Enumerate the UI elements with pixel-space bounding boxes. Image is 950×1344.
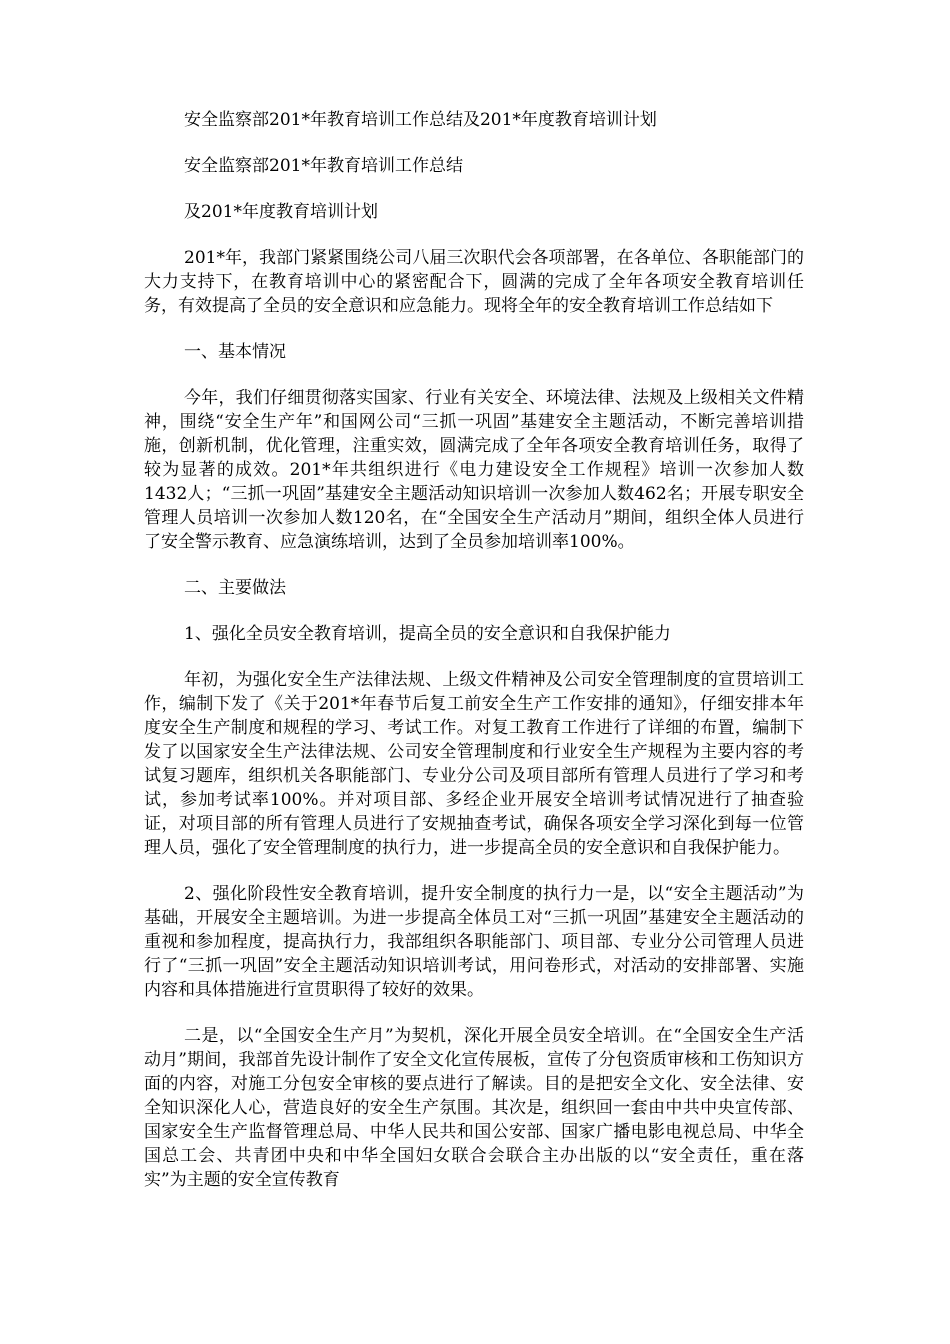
- item-3-paragraph: 二是，以“全国安全生产月”为契机，深化开展全员安全培训。在“全国安全生产活动月”期间，我部首先设计制作了安全文化宣传展板，宣传了分包资质审核和工伤知识方面的内容，对施工分包安全审核的要点进行了解读。目的是把安全文化、安全法律、安全知识深化人心，营造良好的安全生产氛围。其次是，组织回一套由中共中央宣传部、国家安全生产监督管理总局、中华人民共和国公安部、国家广播电影电视总局、中华全国总工会、共青团中央和中华全国妇女联合会联合主办出版的以“安全责任，重在落实”为主题的安全宣传教育: [144, 1026, 804, 1190]
- basic-situation-paragraph: 今年，我们仔细贯彻落实国家、行业有关安全、环境法律、法规及上级相关文件精神，围绕“安全生产年”和国网公司“三抓一巩固”基建安全主题活动，不断完善培训措施，创新机制，优化管理，注重实效，圆满完成了全年各项安全教育培训任务，取得了较为显著的成效。201*年共组织进行《电力建设安全工作规程》培训一次参加人数1432人；“三抓一巩固”基建安全主题活动知识培训一次参加人数462名；开展专职安全管理人员培训一次参加人数120名，在“全国安全生产活动月”期间，组织全体人员进行了安全警示教育、应急演练培训，达到了全员参加培训率100%。: [144, 388, 804, 552]
- section-heading-basic-situation: 一、基本情况: [184, 342, 286, 362]
- item-heading-1: 1、强化全员安全教育培训，提高全员的安全意识和自我保护能力: [184, 624, 671, 644]
- document-subtitle: 安全监察部201*年教育培训工作总结: [184, 156, 463, 176]
- document-page: [144, 108, 804, 1214]
- intro-paragraph: 201*年，我部门紧紧围绕公司八届三次职代会各项部署，在各单位、各职能部门的大力支持下，在教育培训中心的紧密配合下，圆满的完成了全年各项安全教育培训任务，有效提高了全员的安全意识和应急能力。现将全年的安全教育培训工作总结如下: [144, 248, 804, 316]
- item-1-paragraph: 年初，为强化安全生产法律法规、上级文件精神及公司安全管理制度的宣贯培训工作，编制下发了《关于201*年春节后复工前安全生产工作安排的通知》，仔细安排本年度安全生产制度和规程的学习、考试工作。对复工教育工作进行了详细的布置，编制下发了以国家安全生产法律法规、公司安全管理制度和行业安全生产规程为主要内容的考试复习题库，组织机关各职能部门、专业分公司及项目部所有管理人员进行了学习和考试，参加考试率100%。并对项目部、多经企业开展安全培训考试情况进行了抽查验证，对项目部的所有管理人员进行了安规抽查考试，确保各项安全学习深化到每一位管理人员，强化了安全管理制度的执行力，进一步提高全员的安全意识和自我保护能力。: [144, 670, 804, 858]
- item-2-paragraph: 2、强化阶段性安全教育培训，提升安全制度的执行力一是，以“安全主题活动”为基础，开展安全主题培训。为进一步提高全体员工对“三抓一巩固”基建安全主题活动的重视和参加程度，提高执行力，我部组织各职能部门、项目部、专业分公司管理人员进行了“三抓一巩固”安全主题活动知识培训考试，用问卷形式，对活动的安排部署、实施内容和具体措施进行宣贯职得了较好的效果。: [144, 884, 804, 1000]
- document-title: 安全监察部201*年教育培训工作总结及201*年度教育培训计划: [184, 110, 657, 130]
- section-heading-main-practices: 二、主要做法: [184, 578, 286, 598]
- document-subtitle-continuation: 及201*年度教育培训计划: [184, 202, 378, 222]
